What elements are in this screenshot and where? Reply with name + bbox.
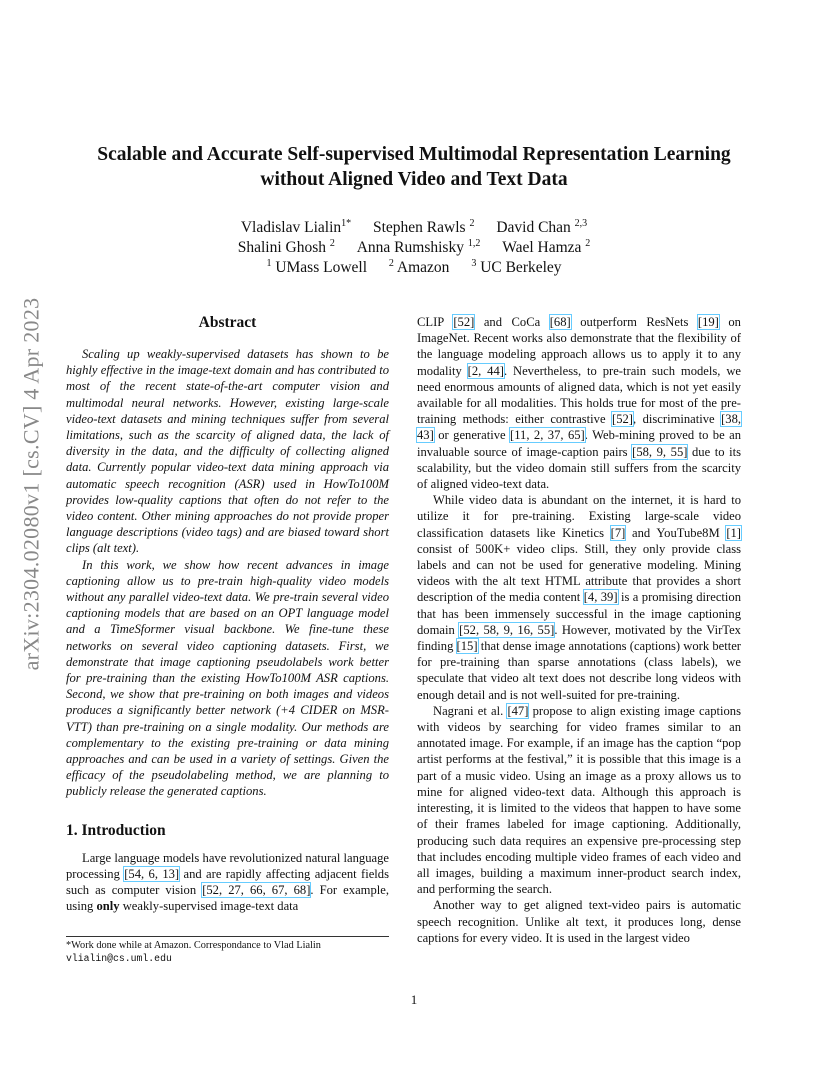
author: Anna Rumshisky $^{1,2}$ <box>356 237 481 256</box>
footnote: *Work done while at Amazon. Correspondance to Vlad Lialin vlialin@cs.uml.edu <box>66 936 389 965</box>
citation-link[interactable]: [15] <box>456 639 478 654</box>
author: Wael Hamza $^2$ <box>502 237 591 256</box>
citation-link[interactable]: [7] <box>610 525 626 540</box>
citation-link[interactable]: [4, 39] <box>583 590 618 605</box>
citation-link[interactable]: [54, 6, 13] <box>124 866 180 881</box>
body-paragraph: CLIP [52] and CoCa [68] outperform ResNets [19] on ImageNet. Recent works also demonstrate that the flexibility of the language modeling approach allows us to apply it to any modality [2, 44]. Nevertheless, to pre-train such models, we need enormous amounts of aligned data, which is not yet easily available for all modalities. This holds true for most of the pre-training methods: either contrastive [52], discriminative [38, 43] or generative [11, 2, 37, 65]. Web-mining proved to be an invaluable source of image-caption pairs [58, 9, 55] due to its scalability, but the video domain still suffers from the scarcity of aligned video-text data. <box>417 315 742 492</box>
citation-link[interactable]: [1] <box>726 525 741 540</box>
citation-link[interactable]: [11, 2, 37, 65] <box>510 428 585 443</box>
author: Stephen Rawls $^2$ <box>373 217 475 236</box>
affiliation: $^2$ Amazon <box>388 257 450 276</box>
abstract-heading: Abstract <box>198 314 257 331</box>
author: David Chan $^{2,3}$ <box>496 217 588 236</box>
affiliation: $^1$ UMass Lowell <box>266 257 368 276</box>
author-row-1 <box>70 218 758 238</box>
title-line-1: Scalable and Accurate Self-supervised Multimodal Representation Learning <box>97 144 731 165</box>
author-row-2 <box>70 238 758 258</box>
citation-link[interactable]: [19] <box>697 315 719 329</box>
body-paragraph: Nagrani et al. [47] propose to align existing image captions with videos by searching for video frames similar to an annotated image. For example, if an image has the caption “pop artist performs at the festival,” it is possible that this image is a part of a music video. Using an image as a proxy allows us to mine for aligned video-text data. Although this approach is interesting, it is limited to the videos that happen to have some of their frames labeled for image captioning. Additionally, producing such data requires an expensive pre-processing step that includes encoding multiple video frames of each video and all images, building a maximum inner-product search index, and performing the search. <box>417 703 741 897</box>
citation-link[interactable]: [52, 27, 66, 67, 68] <box>202 883 311 898</box>
author: Shalini Ghosh $^2$ <box>237 237 335 256</box>
citation-link[interactable]: [52] <box>612 412 633 427</box>
email-link[interactable]: vlialin@cs.uml.edu <box>66 953 172 964</box>
citation-link[interactable]: [58, 9, 55] <box>632 444 688 459</box>
author-block <box>70 218 758 278</box>
citation-link[interactable]: [52, 58, 9, 16, 55] <box>459 622 555 637</box>
affiliation: $^3$ UC Berkeley <box>471 257 562 276</box>
page-number: 1 <box>410 992 418 1007</box>
author: Vladislav Lialin$^{1*}$ <box>240 217 352 236</box>
citation-link[interactable]: [2, 44] <box>467 363 504 378</box>
section-heading: 1. Introduction <box>66 821 166 839</box>
title-line-2: without Aligned Video and Text Data <box>260 169 568 190</box>
left-column <box>66 314 389 915</box>
abstract-paragraph: In this work, we show how recent advances in image captioning allow us to pre-train high-quality video models without any parallel video-text data. We pre-train several video captioning models that are based on an OPT language model and a TimeSformer visual backbone. We fine-tune these networks on several video captioning datasets. First, we demonstrate that image captioning pseudolabels work better for pre-training than the existing HowTo100M ASR captions. Second, we show that pre-training on both images and videos produces a significantly better network (+4 CIDER on MSR-VTT) than pre-training on a single modality. Our methods are complementary to the existing pre-training or data mining approaches and can be used in a variety of settings. Given the efficacy of the pseudolabeling method, we are planning to publicly release the generated captions. <box>66 557 389 799</box>
affiliation-row <box>70 258 758 278</box>
body-paragraph: Another way to get aligned text-video pairs is automatic speech recognition. Unlike alt text, it produces long, dense captions for every video. It is used in the largest video <box>417 898 741 945</box>
abstract <box>66 346 389 800</box>
citation-link[interactable]: [68] <box>549 315 571 329</box>
citation-link[interactable]: [52] <box>453 315 475 329</box>
citation-link[interactable]: [47] <box>507 703 529 718</box>
abstract-paragraph: Scaling up weakly-supervised datasets has shown to be highly effective in the image-text domain and has contributed to most of the recent state-of-the-art computer vision and multimodal neural networks. However, existing large-scale video-text datasets and mining techniques suffer from several limitations, such as the scarcity of aligned data, the lack of diversity in the data, and the difficulty of collecting aligned data. Currently popular video-text data mining approach via automatic speech recognition (ASR) used in HowTo100M provides low-quality captions that often do not refer to the video content. Other mining approaches do not provide proper language descriptions (video tags) and are biased toward short clips (alt text). <box>66 347 389 556</box>
arxiv-identifier: arXiv:2304.02080v1 [cs.CV] 4 Apr 2023 <box>18 297 43 671</box>
body-paragraph: While video data is abundant on the internet, it is hard to utilize it for pre-training. Existing large-scale video classification datasets like Kinetics [7] and YouTube8M [1] consist of 500K+ video clips. Still, they only provide class labels and can not be used for generative modeling. Mining videos with the alt text HTML attribute that provides a short description of the media content [4, 39] is a promising direction that has been immensely successful in the image captioning domain [52, 58, 9, 16, 55]. However, motivated by the VirTex finding [15] that dense image annotations (captions) work better for pre-training than sparse annotations (class labels), we speculate that video alt text does not describe long videos with enough detail and is not well-suited for pre-training. <box>417 493 742 702</box>
citation-link[interactable]: [38, 43] <box>417 412 742 443</box>
right-column <box>417 314 741 946</box>
paper-title <box>70 142 758 192</box>
body-paragraph: Large language models have revolutionized natural language processing [54, 6, 13] and are rapidly affecting adjacent fields such as computer vision [52, 27, 66, 67, 68]. For example, using only weakly-supervised image-text data <box>66 850 390 914</box>
